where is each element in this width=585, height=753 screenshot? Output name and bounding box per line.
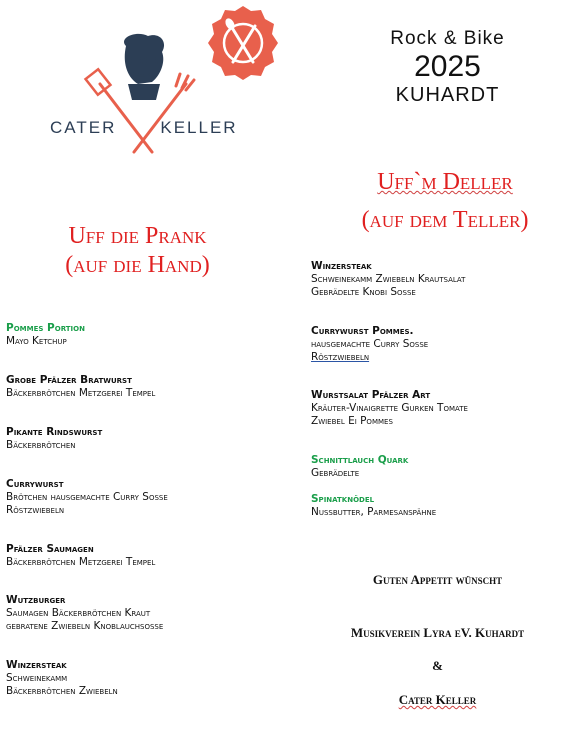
menu-item bbox=[6, 594, 291, 633]
menu-item bbox=[6, 374, 291, 400]
menu-item-name: Currywurst bbox=[6, 478, 64, 490]
menu-item-name: Spinatknödel bbox=[311, 493, 375, 505]
menu-item-desc: Nussbutter, Parmesanspähne bbox=[311, 506, 437, 518]
menu-item-desc: Bäckerbrötchen Zwiebeln bbox=[6, 685, 118, 697]
menu-item-desc: Schweinekamm Zwiebeln Krautsalat bbox=[311, 273, 466, 285]
chef-portrait-icon bbox=[124, 34, 164, 100]
menu-item-name: Pfälzer Saumagen bbox=[6, 543, 94, 555]
menu-item-desc: Brötchen hausgemachte Curry Sosse bbox=[6, 491, 168, 503]
right-title-line2: (auf dem Teller) bbox=[361, 207, 529, 233]
menu-item bbox=[6, 659, 291, 698]
footer-ampersand: & bbox=[432, 658, 443, 673]
menu-item-desc: gebratene Zwiebeln Knoblauchsosse bbox=[6, 620, 164, 632]
menu-item bbox=[6, 478, 291, 517]
menu-item bbox=[311, 389, 581, 428]
logo-left-word: CATER bbox=[50, 118, 117, 137]
menu-item-desc: Röstzwiebeln bbox=[6, 504, 65, 516]
menu-item-desc: Gebrädelte bbox=[311, 467, 360, 479]
footer-greeting: Guten Appetit wünscht bbox=[372, 572, 503, 587]
left-section-title bbox=[20, 222, 255, 280]
menu-item-name: Schnittlauch Quark bbox=[311, 454, 409, 466]
menu-item-name: Winzersteak bbox=[311, 260, 372, 272]
menu-item-desc: Saumagen Bäckerbrötchen Kraut bbox=[6, 607, 151, 619]
menu-item bbox=[311, 493, 581, 519]
footer-organizer bbox=[300, 625, 575, 641]
menu-item bbox=[6, 426, 291, 452]
left-title-line2: (auf die Hand) bbox=[65, 252, 210, 278]
menu-item-name: Wurstsalat Pfälzer Art bbox=[311, 389, 431, 401]
plate-cutlery-icon bbox=[206, 4, 280, 82]
menu-item-desc: Bäckerbrötchen Metzgerei Tempel bbox=[6, 387, 156, 399]
menu-item-name: Pikante Rindswurst bbox=[6, 426, 103, 438]
cater-keller-logo bbox=[48, 28, 228, 158]
menu-item bbox=[311, 325, 581, 364]
logo-wordmark bbox=[50, 118, 238, 138]
menu-item-desc: Bäckerbrötchen bbox=[6, 439, 76, 451]
menu-item-name: Winzersteak bbox=[6, 659, 67, 671]
right-section-title bbox=[315, 163, 575, 239]
event-year: 2025 bbox=[414, 50, 481, 83]
event-name: Rock & Bike bbox=[390, 28, 505, 49]
menu-item-desc: hausgemachte Curry Sosse bbox=[311, 338, 429, 350]
menu-item-desc: Mayo Ketchup bbox=[6, 335, 67, 347]
right-title-line1: Uff`m Deller bbox=[377, 169, 513, 195]
footer-caterer bbox=[300, 692, 575, 708]
event-header bbox=[340, 28, 555, 106]
menu-item-desc: Gebrädelte Knobi Sosse bbox=[311, 286, 416, 298]
footer-organizer-text: Musikverein Lyra eV. Kuhardt bbox=[350, 625, 525, 640]
menu-item bbox=[311, 454, 581, 480]
menu-item-desc: Schweinekamm bbox=[6, 672, 68, 684]
menu-item-name: Grobe Pfälzer Bratwurst bbox=[6, 374, 132, 386]
menu-item-name: Wutzburger bbox=[6, 594, 66, 606]
menu-item bbox=[311, 260, 581, 299]
logo-right-word: KELLER bbox=[160, 118, 238, 137]
menu-item bbox=[6, 322, 291, 348]
menu-item-desc: Röstzwiebeln bbox=[311, 351, 370, 363]
left-title-line1: Uff die Prank bbox=[68, 223, 207, 249]
menu-item-name: Currywurst Pommes. bbox=[311, 325, 414, 337]
footer-caterer-text: Cater Keller bbox=[398, 692, 477, 707]
menu-item-name: Pommes Portion bbox=[6, 322, 85, 334]
menu-item-desc: Zwiebel Ei Pommes bbox=[311, 415, 393, 427]
event-location: KUHARDT bbox=[395, 84, 500, 106]
menu-item-desc: Bäckerbrötchen Metzgerei Tempel bbox=[6, 556, 156, 568]
menu-item bbox=[6, 543, 291, 569]
menu-item-desc: Kräuter-Vinaigrette Gurken Tomate bbox=[311, 402, 468, 414]
